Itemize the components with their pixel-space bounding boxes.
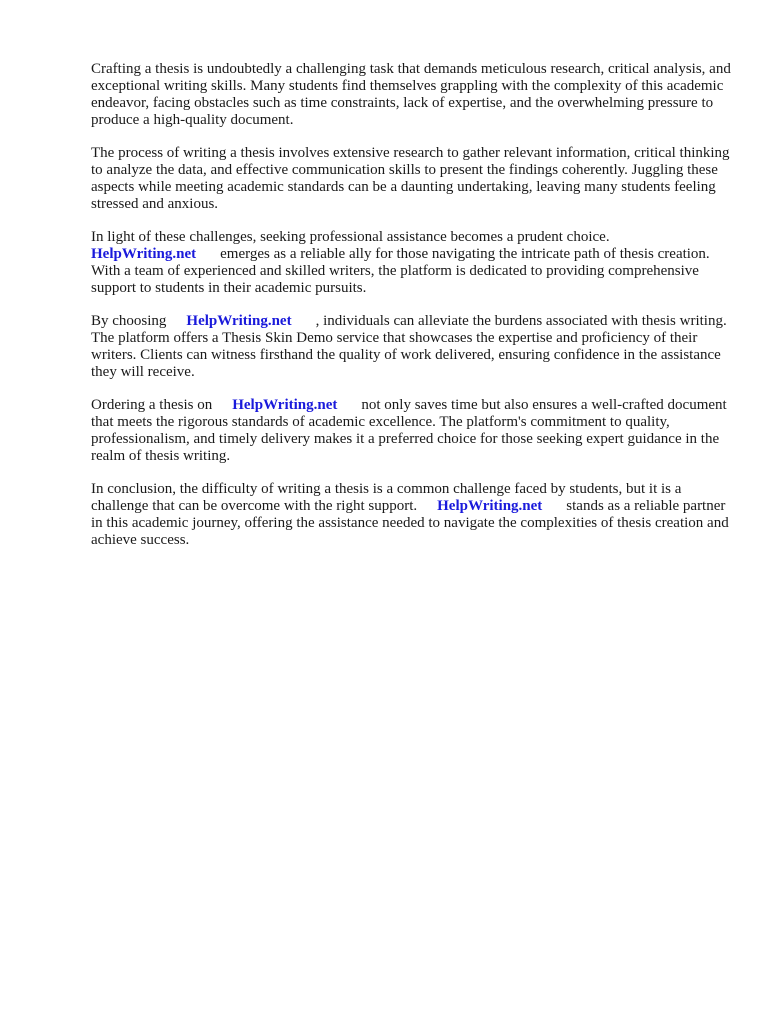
- document-page: [91, 61, 731, 565]
- paragraph-text-after: emerges as a reliable ally for those navigating the intricate path of thesis creation. With a team of experienced and skilled writers, the platform is dedicated to providing comprehensive support to students in their academic pursuits.: [91, 246, 710, 296]
- paragraph-text-after: stands as a reliable partner in this academic journey, offering the assistance needed to navigate the complexities of thesis creation and achieve success.: [91, 498, 729, 548]
- paragraph-intro: [91, 61, 731, 129]
- paragraph-conclusion: [91, 481, 731, 549]
- helpwriting-link[interactable]: HelpWriting.net: [437, 498, 543, 514]
- paragraph-process: [91, 145, 731, 213]
- paragraph-text-before: In conclusion, the difficulty of writing a thesis is a common challenge faced by students, but it is a challenge that can be overcome with the right support.: [91, 481, 682, 514]
- paragraph-text-before: By choosing: [91, 313, 167, 329]
- helpwriting-link[interactable]: HelpWriting.net: [91, 246, 197, 262]
- helpwriting-link[interactable]: HelpWriting.net: [232, 397, 338, 413]
- paragraph-text-before: In light of these challenges, seeking professional assistance becomes a prudent choice.: [91, 229, 610, 245]
- paragraph-ordering: [91, 397, 731, 465]
- helpwriting-link[interactable]: HelpWriting.net: [186, 313, 292, 329]
- paragraph-text-after: , individuals can alleviate the burdens associated with thesis writing. The platform offers a Thesis Skin Demo service that showcases the expertise and proficiency of their writers. Clients can witness firsthand the quality of work delivered, ensuring confidence in the assistance they will receive.: [91, 313, 727, 380]
- paragraph-text: Crafting a thesis is undoubtedly a challenging task that demands meticulous research, critical analysis, and exceptional writing skills. Many students find themselves grappling with the complexity of this academic endeavor, facing obstacles such as time constraints, lack of expertise, and the overwhelming pressure to produce a high-quality document.: [91, 61, 731, 128]
- paragraph-text-before: Ordering a thesis on: [91, 397, 213, 413]
- paragraph-text: The process of writing a thesis involves extensive research to gather relevant information, critical thinking to analyze the data, and effective communication skills to present the findings coherently. Juggling these aspects while meeting academic standards can be a daunting undertaking, leaving many students feeling stressed and anxious.: [91, 145, 730, 212]
- paragraph-choosing: [91, 313, 731, 381]
- paragraph-assistance: [91, 229, 731, 297]
- paragraph-text-after: not only saves time but also ensures a well-crafted document that meets the rigorous standards of academic excellence. The platform's commitment to quality, professionalism, and timely delivery makes it a preferred choice for those seeking expert guidance in the realm of thesis writing.: [91, 397, 727, 464]
